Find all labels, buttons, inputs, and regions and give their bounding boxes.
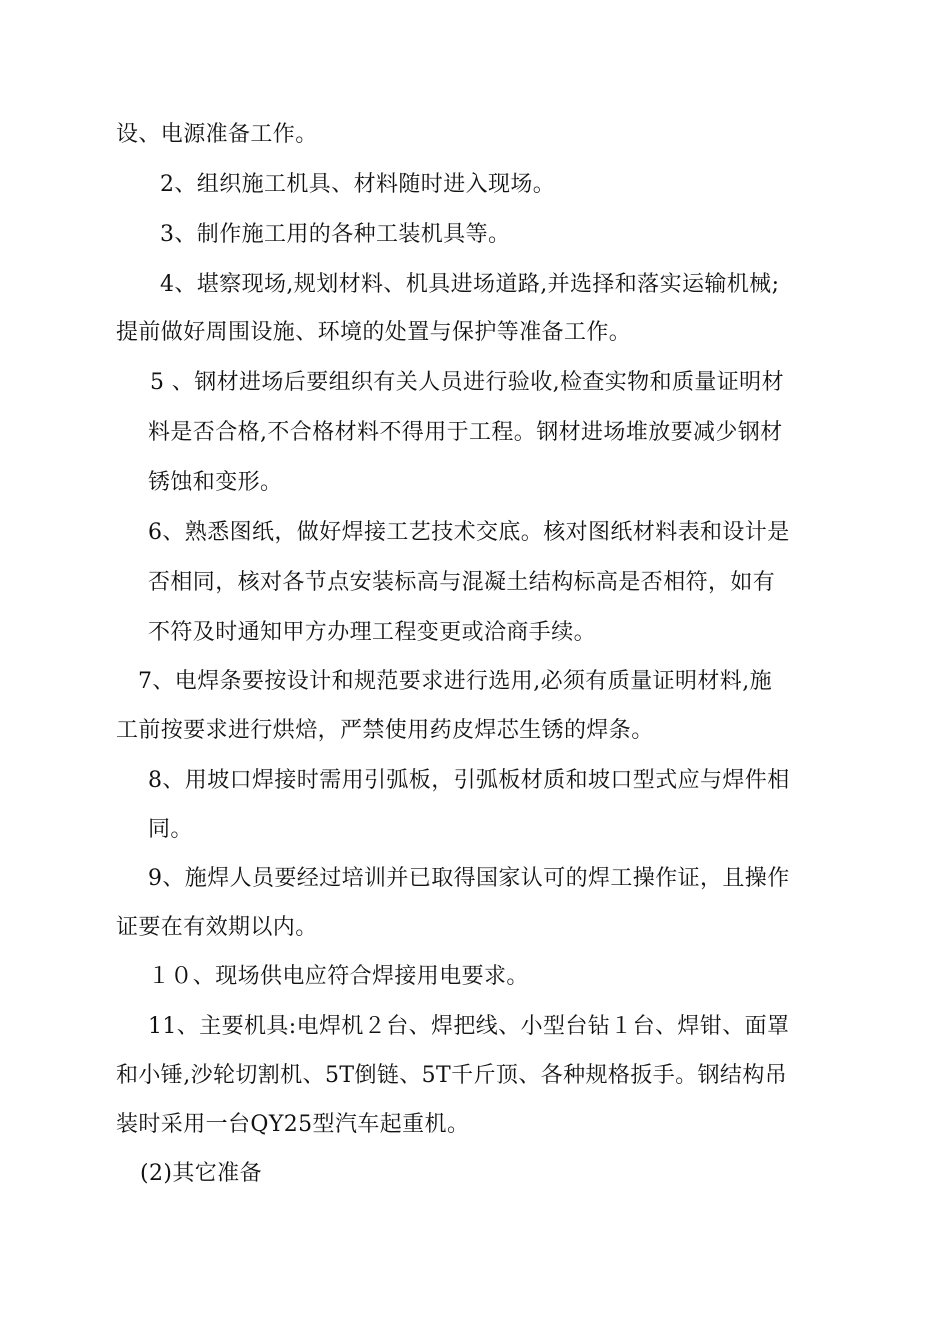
- text-line: 设、电源准备工作。: [116, 122, 318, 147]
- text-line: 和小锤,沙轮切割机、5T倒链、5T千斤顶、各种规格扳手。钢结构吊: [116, 1063, 788, 1088]
- text-line: 4、堪察现场,规划材料、机具进场道路,并选择和落实运输机械;: [160, 272, 780, 297]
- text-line: 9、施焊人员要经过培训并已取得国家认可的焊工操作证，且操作: [148, 866, 790, 891]
- text-line: 5 、钢材进场后要组织有关人员进行验收,检查实物和质量证明材: [150, 370, 784, 395]
- section-heading: (2)其它准备: [140, 1161, 262, 1186]
- text-line: １０、现场供电应符合焊接用电要求。: [148, 964, 529, 989]
- text-line: 3、制作施工用的各种工装机具等。: [160, 222, 511, 247]
- text-line: 证要在有效期以内。: [116, 915, 318, 940]
- text-line: 不符及时通知甲方办理工程变更或洽商手续。: [148, 620, 597, 645]
- text-line: 工前按要求进行烘焙，严禁使用药皮焊芯生锈的焊条。: [116, 718, 654, 743]
- text-line: 6、熟悉图纸，做好焊接工艺技术交底。核对图纸材料表和设计是: [148, 520, 790, 545]
- text-line: 锈蚀和变形。: [148, 470, 283, 495]
- text-line: 料是否合格,不合格材料不得用于工程。钢材进场堆放要减少钢材: [148, 420, 783, 445]
- text-line: 2、组织施工机具、材料随时进入现场。: [160, 172, 556, 197]
- text-line: 提前做好周围设施、环境的处置与保护等准备工作。: [116, 320, 632, 345]
- text-line: 11、主要机具:电焊机２台、焊把线、小型台钻１台、焊钳、面罩: [148, 1014, 790, 1039]
- text-line: 8、用坡口焊接时需用引弧板，引弧板材质和坡口型式应与焊件相: [148, 768, 790, 793]
- text-line: 装时采用一台QY25型汽车起重机。: [116, 1112, 470, 1137]
- text-line: 同。: [148, 817, 193, 842]
- text-line: 否相同，核对各节点安装标高与混凝土结构标高是否相符，如有: [148, 570, 776, 595]
- text-line: 7、电焊条要按设计和规范要求进行选用,必须有质量证明材料,施: [138, 669, 772, 694]
